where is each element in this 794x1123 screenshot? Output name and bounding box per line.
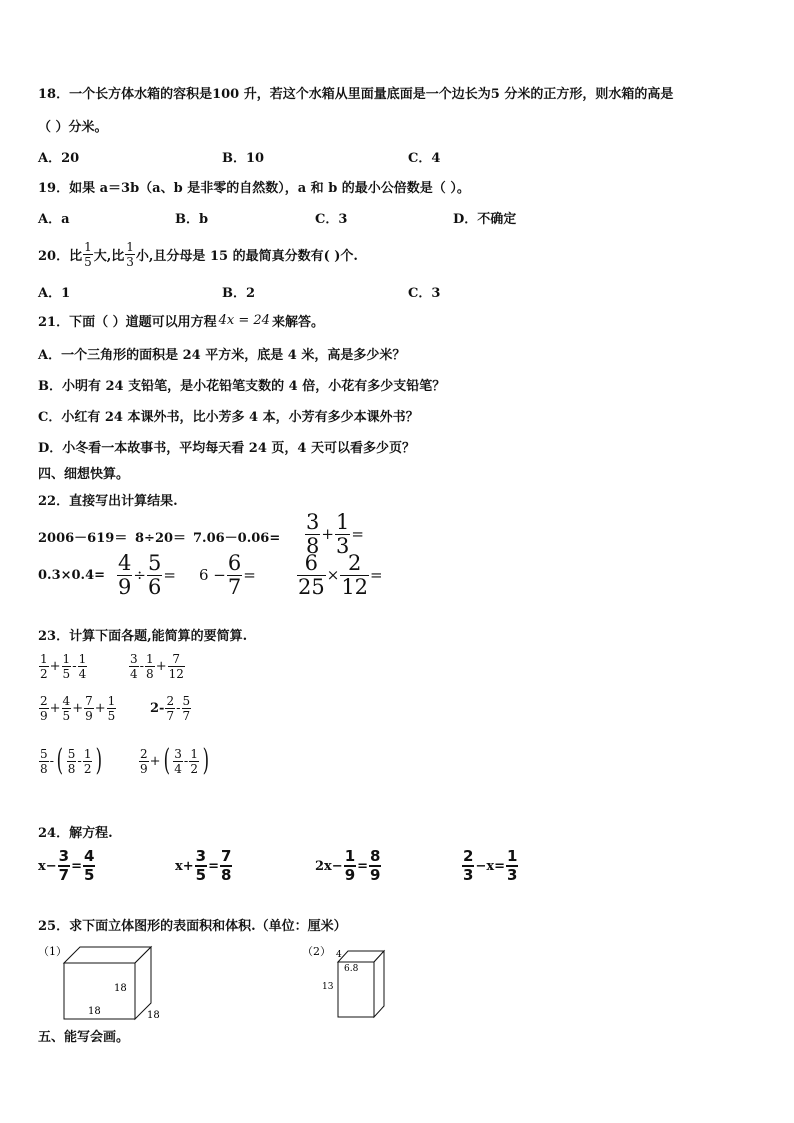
q21-question (38, 311, 324, 330)
q21-option-d[interactable]: D．小冬看一本故事书，平均每天看 24 页，4 天可以看多少页？ (38, 441, 415, 456)
q23-expr-1a: $\frac{1}{2}$ + $\frac{1}{5}$ - $\frac{1}{4}$ (40, 651, 87, 681)
q22-expr-7: 6 − $\frac{6}{7}$ = (199, 550, 256, 599)
q25-title: 25．求下面立体图形的表面积和体积.（单位：厘米） (38, 919, 347, 934)
cuboid-dim-length: 6.8 (344, 964, 359, 974)
q24-equation-2: x+ $\frac{3}{5}$ = $\frac{7}{8}$ (175, 847, 232, 884)
q23-expr-2a: $\frac{2}{9}$ + $\frac{4}{5}$ + $\frac{7}{9}$ + $\frac{1}{5}$ (40, 693, 116, 723)
q23-expr-1b: $\frac{3}{4}$ - $\frac{1}{8}$ + $\frac{7}{12}$ (130, 651, 184, 681)
q20-pre: 20．比 (38, 248, 83, 264)
q22-expr-6: $\frac{4}{9}$ ÷ $\frac{5}{6}$ = (118, 550, 176, 599)
cube-figure (30, 938, 170, 1024)
q18-option-b[interactable]: B．10 (222, 151, 265, 166)
q20-option-a[interactable]: A．1 (38, 286, 71, 301)
q24-equation-3: 2x− $\frac{1}{9}$ = $\frac{8}{9}$ (315, 847, 381, 884)
q22-title: 22．直接写出计算结果. (38, 494, 178, 509)
q20-post: 小,且分母是 15 的最简真分数有( )个. (135, 248, 358, 264)
q24-equation-1: x− $\frac{3}{7}$ = $\frac{4}{5}$ (38, 847, 95, 884)
q18-line1: 18．一个长方体水箱的容积是100 升，若这个水箱从里面量底面是一个边长为5 分米的正方形，则水箱的高是 (38, 87, 674, 102)
q22-expr-1: 2006－619＝ (38, 531, 128, 546)
q22-expr-5: 0.3×0.4= (38, 568, 106, 583)
q23-title: 23．计算下面各题,能简算的要简算. (38, 629, 248, 644)
q20-fraction-1: $\frac{1}{5}$ (84, 239, 92, 269)
q20-option-c[interactable]: C．3 (408, 286, 441, 301)
q20-fraction-2: $\frac{1}{3}$ (126, 239, 134, 269)
section-5-heading: 五、能写会画。 (38, 1030, 130, 1045)
fig2-label: （2） (302, 945, 331, 958)
q18-line2: （ ）分米。 (38, 120, 108, 135)
q19-option-d[interactable]: D．不确定 (453, 212, 517, 227)
q21-option-a[interactable]: A．一个三角形的面积是 24 平方米，底是 4 米，高是多少米？ (38, 348, 406, 363)
q19-option-b[interactable]: B．b (175, 212, 209, 227)
q20-option-b[interactable]: B．2 (222, 286, 256, 301)
q23-expr-3b: $\frac{2}{9}$ + ( $\frac{3}{4}$ - $\frac{1}{2}$ ) (140, 743, 210, 778)
cuboid-side-face (374, 951, 384, 1017)
q19-option-a[interactable]: A．a (38, 212, 70, 227)
q22-expr-2: 8÷20＝ (135, 531, 187, 546)
q19-option-c[interactable]: C．3 (315, 212, 348, 227)
q22-expr-4: $\frac{3}{8}$ + $\frac{1}{3}$ = (306, 509, 364, 558)
q21-post: 来解答。 (271, 315, 324, 330)
cube-dim-length: 18 (88, 1006, 101, 1017)
q21-pre: 21．下面（ ）道题可以用方程 (38, 315, 217, 330)
q19-text: 19．如果 a＝3b（a、b 是非零的自然数），a 和 b 的最小公倍数是（ ）。 (38, 181, 470, 196)
q20-mid: 大,比 (93, 248, 125, 264)
q23-expr-2b: 2- $\frac{2}{7}$ - $\frac{5}{7}$ (150, 693, 191, 723)
cube-dim-height: 18 (114, 983, 127, 994)
q24-equation-4: $\frac{2}{3}$ −x= $\frac{1}{3}$ (463, 847, 518, 884)
q21-option-b[interactable]: B．小明有 24 支铅笔，是小花铅笔支数的 4 倍，小花有多少支铅笔？ (38, 379, 446, 394)
cube-dim-width: 18 (147, 1010, 160, 1021)
q18-option-c[interactable]: C．4 (408, 151, 441, 166)
q18-option-a[interactable]: A．20 (38, 151, 80, 166)
q21-equation: 4x = 24 (218, 313, 270, 328)
q22-expr-8: $\frac{6}{25}$ × $\frac{2}{12}$ = (298, 550, 383, 599)
fig1-label: （1） (38, 945, 67, 958)
cuboid-dim-depth: 4 (336, 950, 342, 960)
q24-title: 24．解方程. (38, 826, 113, 841)
cuboid-dim-height: 13 (322, 982, 334, 992)
q22-expr-3: 7.06－0.06= (193, 531, 281, 546)
cuboid-figure (300, 940, 395, 1022)
q23-expr-3a: $\frac{5}{8}$ - ( $\frac{5}{8}$ - $\frac{1}{2}$ ) (40, 743, 103, 778)
q20-question (38, 236, 358, 272)
q21-option-c[interactable]: C．小红有 24 本课外书，比小芳多 4 本，小芳有多少本课外书？ (38, 410, 419, 425)
section-4-heading: 四、细想快算。 (38, 467, 130, 482)
